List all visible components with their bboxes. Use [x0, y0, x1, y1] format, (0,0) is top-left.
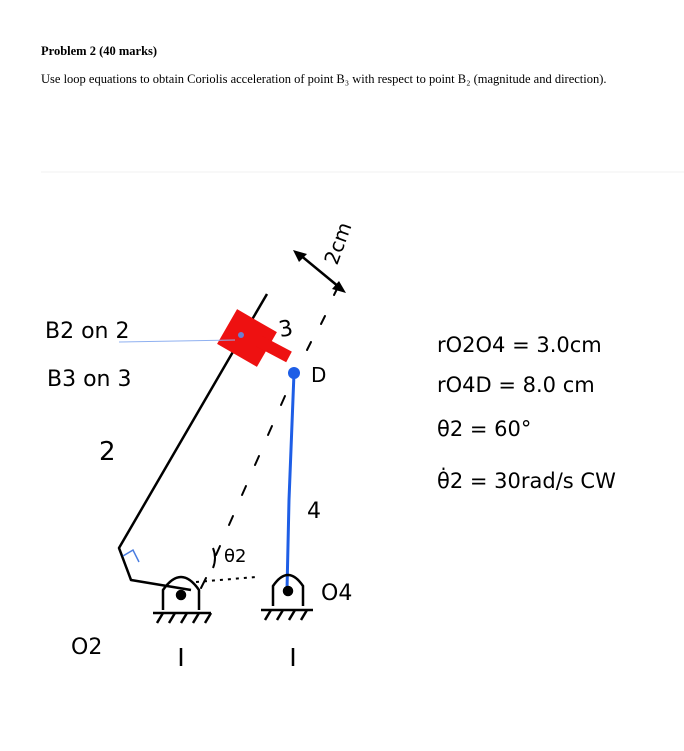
label-link-4: 4	[307, 499, 321, 524]
problem-statement: Use loop equations to obtain Coriolis acceleration of point B₃ with respect to point B₂ (magnitude and direction).	[41, 72, 607, 86]
right-angle-mark	[123, 550, 139, 562]
label-o2: O2	[71, 635, 103, 660]
ground-pivot-o4	[261, 575, 313, 666]
given-value: θ2 = 60°	[437, 417, 532, 441]
label-dimension: 2cm	[319, 218, 357, 268]
given-value: rO2O4 = 3.0cm	[437, 333, 602, 357]
given-value: rO4D = 8.0 cm	[437, 373, 595, 397]
label-point-d: D	[311, 363, 327, 387]
label-b2-on-2: B2 on 2	[45, 319, 130, 344]
label-link-3: 3	[276, 315, 295, 344]
label-link-2: 2	[99, 437, 116, 467]
ground-pivot-o2	[153, 577, 211, 666]
problem-title: Problem 2 (40 marks)	[41, 44, 158, 58]
link-4	[287, 373, 294, 590]
theta2-arc	[213, 548, 215, 568]
link-2	[119, 338, 241, 590]
pin-d	[288, 367, 300, 379]
given-values	[437, 333, 616, 493]
label-o4: O4	[321, 581, 353, 606]
mechanism-figure	[41, 170, 684, 730]
leader-line	[119, 340, 235, 342]
label-b3-on-3: B3 on 3	[47, 367, 132, 392]
label-theta2: θ2	[224, 546, 247, 567]
given-value: θ̇2 = 30rad/s CW	[437, 469, 616, 493]
